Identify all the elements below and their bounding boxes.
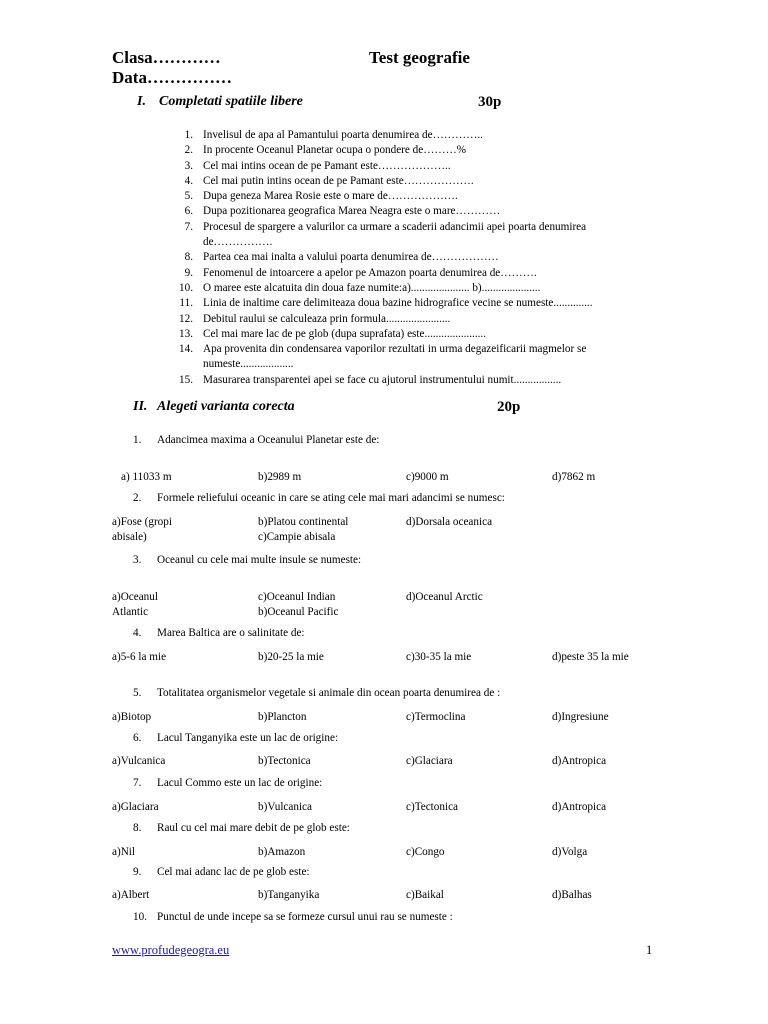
answer-option: c)9000 m xyxy=(406,471,449,483)
item-text-continued: numeste................... xyxy=(203,358,294,371)
item-text: Cel mai intins ocean de pe Pamant este……………….. xyxy=(203,159,451,172)
item-text: Apa provenita din condensarea vaporilor rezultati in urma degazeificarii magmelor se xyxy=(203,343,587,356)
answer-option: b)Platou continental xyxy=(258,516,349,528)
question-number: 5. xyxy=(133,687,142,699)
answer-option: a)Nil xyxy=(112,846,135,858)
question-number: 4. xyxy=(133,627,142,639)
answer-option: abisale) xyxy=(112,531,147,543)
section1-list xyxy=(167,128,593,388)
answer-option: d)Balhas xyxy=(552,889,592,901)
answer-option: c)Congo xyxy=(406,846,445,858)
answer-option: d)Dorsala oceanica xyxy=(406,516,493,528)
fill-item xyxy=(167,204,593,219)
footer-website-link[interactable]: www.profudegeogra.eu xyxy=(112,943,230,957)
item-text: Dupa geneza Marea Rosie este o mare de………………. xyxy=(203,190,458,203)
answer-option: b)Oceanul Pacific xyxy=(258,606,339,618)
question xyxy=(133,732,338,744)
question xyxy=(133,777,322,789)
item-text: In procente Oceanul Planetar ocupa o pondere de………% xyxy=(203,144,467,157)
question-text: Punctul de unde incepe sa se formeze cursul unui rau se numeste : xyxy=(157,911,453,923)
answer-option: a)Oceanul xyxy=(112,591,158,603)
question xyxy=(133,911,453,923)
answer-option: a)Fose (gropi xyxy=(112,516,172,528)
item-text: Dupa pozitionarea geografica Marea Neagra este o mare………… xyxy=(203,205,501,218)
section1-points: 30p xyxy=(478,94,502,110)
answer-option: c)30-35 la mie xyxy=(406,651,472,663)
answer-option: c)Campie abisala xyxy=(258,531,336,543)
item-number: 1. xyxy=(184,129,193,141)
class-field: Clasa………… xyxy=(112,48,221,67)
fill-item xyxy=(167,327,593,342)
question xyxy=(133,554,361,566)
question xyxy=(133,687,500,699)
item-text: Debitul raului se calculeaza prin formula....................... xyxy=(203,312,451,325)
question-number: 10. xyxy=(133,911,147,923)
fill-item xyxy=(167,159,593,174)
question-text: Oceanul cu cele mai multe insule se numeste: xyxy=(157,554,362,566)
item-text: Cel mai mare lac de pe glob (dupa suprafata) este...................... xyxy=(203,327,487,340)
item-text: Linia de inaltime care delimiteaza doua bazine hidrografice vecine se numeste.............. xyxy=(203,297,593,310)
item-text: Fenomenul de intoarcere a apelor pe Amazon poarta denumirea de………. xyxy=(203,266,537,279)
section2-title: Alegeti varianta corecta xyxy=(157,399,295,414)
item-number: 10. xyxy=(179,281,193,294)
answer-option: d)Antropica xyxy=(552,755,607,767)
question-text: Lacul Commo este un lac de origine: xyxy=(157,777,323,789)
question xyxy=(133,822,350,834)
fill-item xyxy=(167,266,593,281)
item-number: 5. xyxy=(184,190,193,203)
item-text: Procesul de spargere a valurilor ca urmare a scaderii adancimii apei poarta denumirea xyxy=(203,220,587,233)
fill-item xyxy=(167,250,593,265)
item-text: O maree este alcatuita din doua faze numite:a)..................... b)..................... xyxy=(203,281,541,294)
answer-option: d)Volga xyxy=(552,846,588,858)
answer-option: c)Oceanul Indian xyxy=(258,591,336,603)
answer-option: b)Amazon xyxy=(258,846,306,858)
item-number: 15. xyxy=(179,373,193,386)
item-text: Invelisul de apa al Pamantului poarta denumirea de………….. xyxy=(203,129,483,141)
item-number: 3. xyxy=(184,159,193,172)
answer-option: b)20-25 la mie xyxy=(258,651,324,663)
question-number: 1. xyxy=(133,434,142,446)
question xyxy=(133,434,379,446)
answer-option: c)Termoclina xyxy=(406,711,466,723)
question xyxy=(133,627,305,639)
fill-item xyxy=(167,342,593,357)
question-number: 3. xyxy=(133,554,142,566)
answer-option: b)Tectonica xyxy=(258,755,311,767)
question-text: Marea Baltica are o salinitate de: xyxy=(157,627,305,639)
answer-option: a)5-6 la mie xyxy=(112,651,167,663)
section2-roman: II. xyxy=(133,399,148,414)
item-number: 13. xyxy=(179,327,193,340)
answer-option: Atlantic xyxy=(112,606,149,618)
item-number: 7. xyxy=(184,220,193,233)
answer-option: d)Ingresiune xyxy=(552,711,609,723)
item-number: 4. xyxy=(184,174,193,187)
question xyxy=(133,866,310,878)
answer-option: a)Vulcanica xyxy=(112,755,166,767)
answer-option: b)Vulcanica xyxy=(258,801,312,813)
item-number: 6. xyxy=(184,205,193,218)
question-number: 6. xyxy=(133,732,142,744)
page-number: 1 xyxy=(646,943,653,957)
item-text: Partea cea mai inalta a valului poarta denumirea de……………… xyxy=(203,251,499,264)
answer-option: c)Glaciara xyxy=(406,755,453,767)
question-text: Totalitatea organismelor vegetale si animale din ocean poarta denumirea de : xyxy=(157,687,501,699)
fill-item xyxy=(167,281,593,296)
question-text: Formele reliefului oceanic in care se ating cele mai mari adancimi se numesc: xyxy=(157,492,505,504)
item-number: 12. xyxy=(179,312,193,325)
test-title: Test geografie xyxy=(369,48,470,67)
fill-item xyxy=(167,312,593,327)
answer-option: b)Tanganyika xyxy=(258,889,320,901)
answer-option: d)peste 35 la mie xyxy=(552,651,629,663)
answer-option: a)Biotop xyxy=(112,711,152,723)
answer-option: d)Antropica xyxy=(552,801,607,813)
section1-roman: I. xyxy=(137,94,146,109)
item-number: 11. xyxy=(179,297,193,310)
section1-title: Completati spatiile libere xyxy=(159,94,303,109)
question-number: 9. xyxy=(133,866,142,878)
item-text: Masurarea transparentei apei se face cu ajutorul instrumentului numit................. xyxy=(203,373,562,386)
date-field: Data…………… xyxy=(112,68,232,87)
item-number: 2. xyxy=(184,144,193,157)
question-number: 2. xyxy=(133,492,142,504)
fill-item xyxy=(167,174,593,189)
fill-item xyxy=(167,296,593,311)
item-text: Cel mai putin intins ocean de pe Pamant este………………. xyxy=(203,174,474,187)
question-text: Raul cu cel mai mare debit de pe glob este: xyxy=(157,822,350,834)
question-text: Adancimea maxima a Oceanului Planetar este de: xyxy=(157,434,380,446)
answer-option: c)Tectonica xyxy=(406,801,459,813)
question-number: 8. xyxy=(133,822,142,834)
item-number: 8. xyxy=(184,251,193,264)
fill-item xyxy=(167,373,593,388)
question-text: Cel mai adanc lac de pe glob este: xyxy=(157,866,310,878)
question-text: Lacul Tanganyika este un lac de origine: xyxy=(157,732,339,744)
answer-option: d)7862 m xyxy=(552,471,596,483)
item-text-continued: de……………. xyxy=(203,236,273,249)
answer-option: b)Plancton xyxy=(258,711,307,723)
item-number: 14. xyxy=(179,343,193,356)
answer-option: a)Glaciara xyxy=(112,801,159,813)
question-number: 7. xyxy=(133,777,142,789)
answer-option: a)Albert xyxy=(112,889,150,901)
section2-points: 20p xyxy=(497,399,521,415)
fill-item xyxy=(167,189,593,204)
question xyxy=(133,492,505,504)
fill-item xyxy=(167,128,593,143)
answer-option: c)Baikal xyxy=(406,889,444,901)
fill-item xyxy=(167,220,593,235)
answer-option: b)2989 m xyxy=(258,471,302,483)
item-number: 9. xyxy=(184,266,193,279)
answer-option: a) 11033 m xyxy=(121,471,172,483)
fill-item xyxy=(167,143,593,158)
answer-option: d)Oceanul Arctic xyxy=(406,591,483,603)
